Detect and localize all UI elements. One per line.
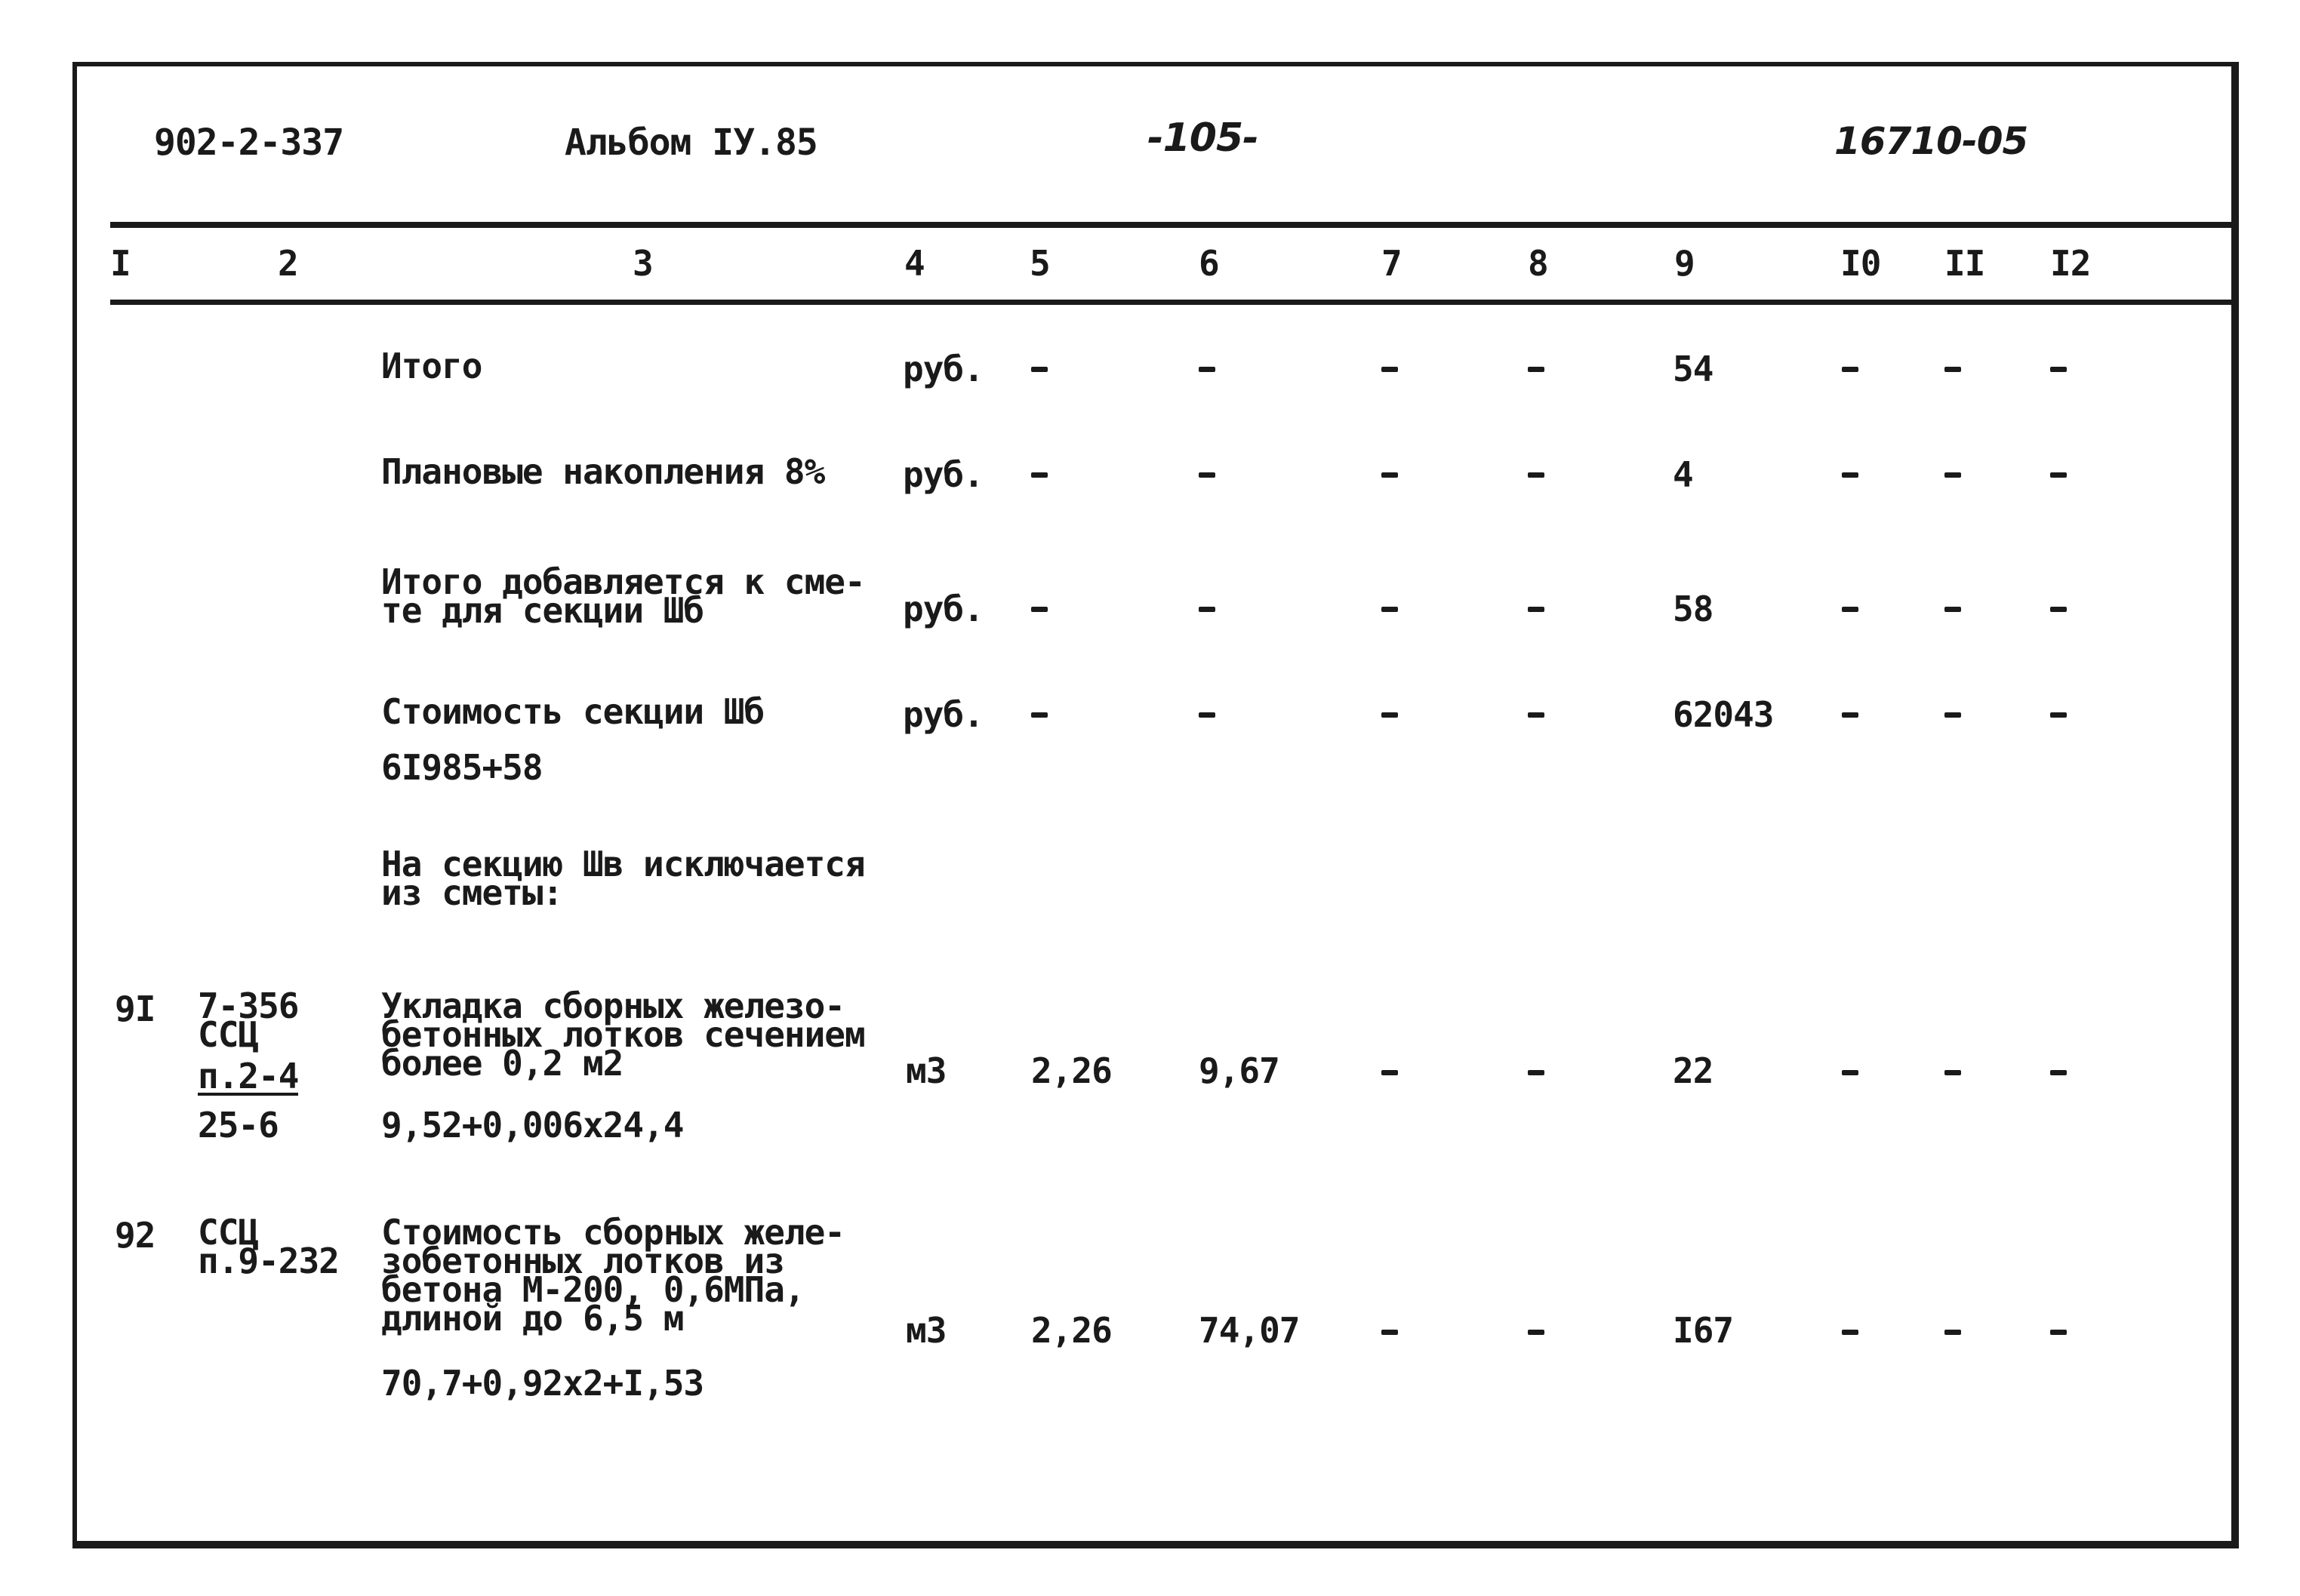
row-unit: руб. bbox=[903, 694, 984, 735]
row-total-value: 4 bbox=[1673, 454, 1693, 495]
column-header-12: I2 bbox=[2050, 243, 2091, 284]
column-header-7: 7 bbox=[1381, 243, 1402, 284]
document-number: 16710-05 bbox=[1834, 119, 2028, 163]
row-dash-col8 bbox=[1528, 367, 1544, 372]
column-header-8: 8 bbox=[1528, 243, 1548, 284]
row-number: 9I bbox=[115, 989, 155, 1029]
row-dash-col12 bbox=[2050, 472, 2067, 478]
row-dash-col6 bbox=[1199, 367, 1215, 372]
column-header-2: 2 bbox=[278, 243, 298, 284]
column-header-rule bbox=[110, 300, 2239, 305]
row-dash-col7 bbox=[1381, 367, 1398, 372]
header-rule bbox=[110, 222, 2239, 228]
row-formula: 6I985+58 bbox=[381, 747, 543, 788]
row-name: Плановые накопления 8% bbox=[381, 451, 825, 492]
row-dash-col10 bbox=[1842, 472, 1858, 478]
row-reference: 7-356 ССЦ bbox=[198, 986, 299, 1055]
row-dash-col7 bbox=[1381, 472, 1398, 478]
row-dash-col11 bbox=[1944, 367, 1961, 372]
row-dash-col12 bbox=[2050, 712, 2067, 718]
row-dash-col8 bbox=[1528, 472, 1544, 478]
row-total-value: 58 bbox=[1673, 589, 1713, 629]
document-code: 902-2-337 bbox=[154, 121, 344, 164]
row-quantity: 2,26 bbox=[1031, 1310, 1112, 1351]
row-dash-col6 bbox=[1199, 607, 1215, 612]
row-dash-col12 bbox=[2050, 607, 2067, 612]
column-header-1: I bbox=[110, 243, 131, 284]
row-total-value: 62043 bbox=[1673, 694, 1774, 735]
row-unit: руб. bbox=[903, 454, 984, 495]
row-dash-col6 bbox=[1199, 712, 1215, 718]
row-dash-col11 bbox=[1944, 1070, 1961, 1075]
column-header-5: 5 bbox=[1030, 243, 1050, 284]
album-title: Альбом IУ.85 bbox=[565, 121, 817, 164]
column-header-10: I0 bbox=[1840, 243, 1881, 284]
row-dash-col10 bbox=[1842, 367, 1858, 372]
row-dash-col7 bbox=[1381, 1070, 1398, 1075]
row-dash-col11 bbox=[1944, 472, 1961, 478]
row-dash-col7 bbox=[1381, 1330, 1398, 1335]
row-dash-col8 bbox=[1528, 1070, 1544, 1075]
row-dash-col11 bbox=[1944, 712, 1961, 718]
row-total-value: 22 bbox=[1673, 1050, 1713, 1091]
row-reference-sub: 25-6 bbox=[198, 1105, 279, 1145]
row-dash-col12 bbox=[2050, 1070, 2067, 1075]
column-header-11: II bbox=[1944, 243, 1985, 284]
row-quantity: 2,26 bbox=[1031, 1050, 1112, 1091]
row-dash-col11 bbox=[1944, 607, 1961, 612]
row-dash-col10 bbox=[1842, 1070, 1858, 1075]
row-dash-col10 bbox=[1842, 607, 1858, 612]
column-header-9: 9 bbox=[1674, 243, 1695, 284]
row-dash-col6 bbox=[1199, 472, 1215, 478]
column-header-3: 3 bbox=[633, 243, 653, 284]
row-reference-underlined: п.2-4 bbox=[198, 1056, 299, 1096]
row-dash-col7 bbox=[1381, 712, 1398, 718]
row-total-value: I67 bbox=[1673, 1310, 1734, 1351]
page-number: -105- bbox=[1147, 115, 1258, 161]
row-unit-price: 9,67 bbox=[1199, 1050, 1279, 1091]
row-name: Итого добавляется к сме- те для секции Шб bbox=[381, 561, 865, 631]
row-unit: руб. bbox=[903, 349, 984, 389]
row-unit-price: 74,07 bbox=[1199, 1310, 1300, 1351]
row-number: 92 bbox=[115, 1215, 155, 1256]
row-dash-col8 bbox=[1528, 607, 1544, 612]
row-dash-col10 bbox=[1842, 1330, 1858, 1335]
row-unit: руб. bbox=[903, 589, 984, 629]
section-note: На секцию Шв исключается из сметы: bbox=[381, 844, 865, 913]
column-header-4: 4 bbox=[904, 243, 925, 284]
row-dash-col5 bbox=[1031, 472, 1048, 478]
row-dash-col8 bbox=[1528, 712, 1544, 718]
row-dash-col10 bbox=[1842, 712, 1858, 718]
row-dash-col7 bbox=[1381, 607, 1398, 612]
row-unit: м3 bbox=[906, 1050, 947, 1091]
row-dash-col5 bbox=[1031, 712, 1048, 718]
row-name: Укладка сборных железо- бетонных лотков сечением более 0,2 м2 bbox=[381, 986, 865, 1084]
row-dash-col12 bbox=[2050, 1330, 2067, 1335]
column-header-6: 6 bbox=[1199, 243, 1219, 284]
row-total-value: 54 bbox=[1673, 349, 1713, 389]
row-formula: 9,52+0,006x24,4 bbox=[381, 1105, 684, 1145]
row-name: Стоимость секции Шб bbox=[381, 691, 765, 732]
row-formula: 70,7+0,92x2+I,53 bbox=[381, 1363, 704, 1404]
row-dash-col8 bbox=[1528, 1330, 1544, 1335]
row-reference: ССЦ п.9-232 bbox=[198, 1212, 339, 1281]
row-dash-col5 bbox=[1031, 607, 1048, 612]
row-name: Итого bbox=[381, 346, 482, 386]
row-name: Стоимость сборных желе- зобетонных лотков из бетона М-200, 0,6МПа, длиной до 6,5 м bbox=[381, 1212, 845, 1339]
row-dash-col5 bbox=[1031, 367, 1048, 372]
row-dash-col11 bbox=[1944, 1330, 1961, 1335]
row-dash-col12 bbox=[2050, 367, 2067, 372]
row-unit: м3 bbox=[906, 1310, 947, 1351]
